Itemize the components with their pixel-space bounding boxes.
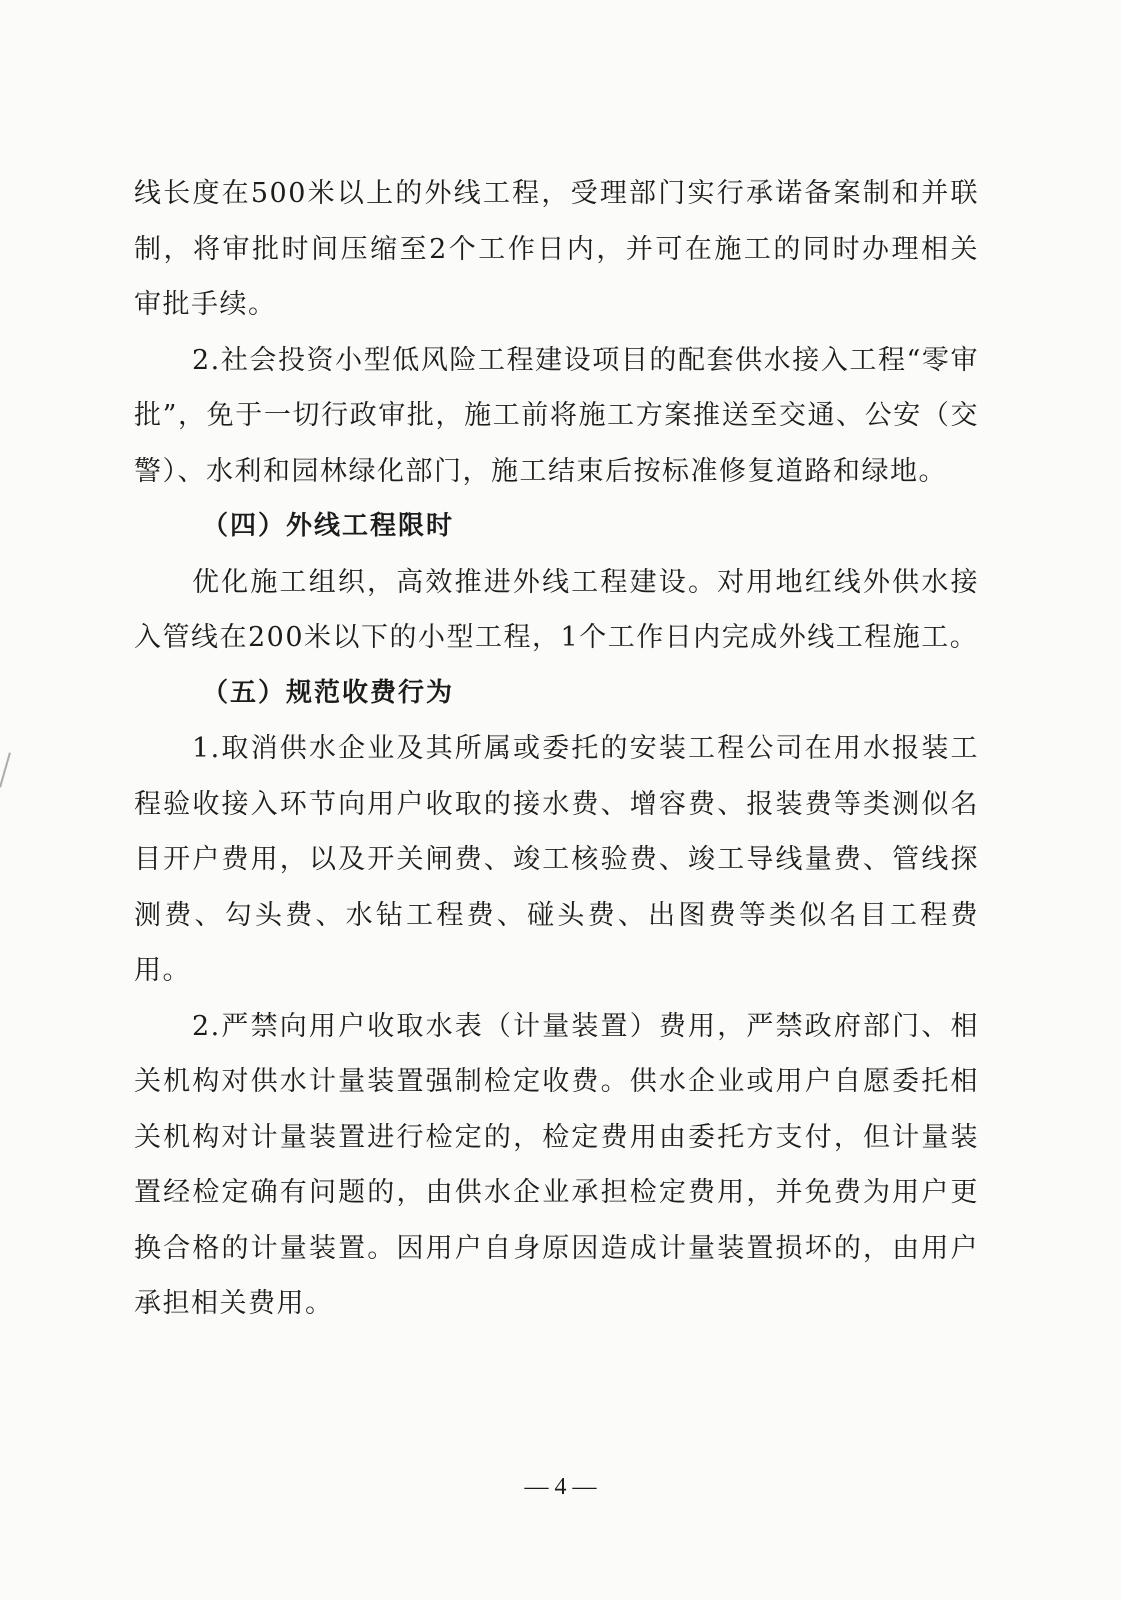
page-number: — 4 — (524, 1474, 597, 1500)
paragraph-cancel-fees: 1.取消供水企业及其所属或委托的安装工程公司在用水报装工程验收接入环节向用户收取的接水费、增容费、报装费等类测似名目开户费用，以及开关闸费、竣工核验费、竣工导线量费、管线探测费、勾头费、水钻工程费、碰头费、出图费等类似名目工程费用。 (134, 733, 979, 986)
paragraph-approval-continued: 线长度在500米以上的外线工程，受理部门实行承诺备案制和并联制，将审批时间压缩至2个工作日内，并可在施工的同时办理相关审批手续。 (134, 178, 979, 320)
paragraph-zero-approval: 2.社会投资小型低风险工程建设项目的配套供水接入工程“零审批”，免于一切行政审批，施工前将施工方案推送至交通、公安（交警）、水利和园林绿化部门，施工结束后按标准修复道路和绿地。 (134, 344, 979, 487)
section-heading-4: （四）外线工程限时 (202, 511, 455, 541)
paragraph-construction-time-limit: 优化施工组织，高效推进外线工程建设。对用地红线外供水接入管线在200米以下的小型工程，1个工作日内完成外线工程施工。 (134, 566, 979, 653)
section-heading-5: （五）规范收费行为 (202, 677, 455, 708)
scan-mark (0, 752, 11, 787)
paragraph-meter-fees: 2.严禁向用户收取水表（计量装置）费用，严禁政府部门、相关机构对供水计量装置强制检定收费。供水企业或用户自愿委托相关机构对计量装置进行检定的，检定费用由委托方支付，但计量装置经检定确有问题的，由供水企业承担检定费用，并免费为用户更换合格的计量装置。因用户自身原因造成计量装置损坏的，由用户承担相关费用。 (134, 1010, 979, 1319)
document-body (134, 166, 979, 1332)
